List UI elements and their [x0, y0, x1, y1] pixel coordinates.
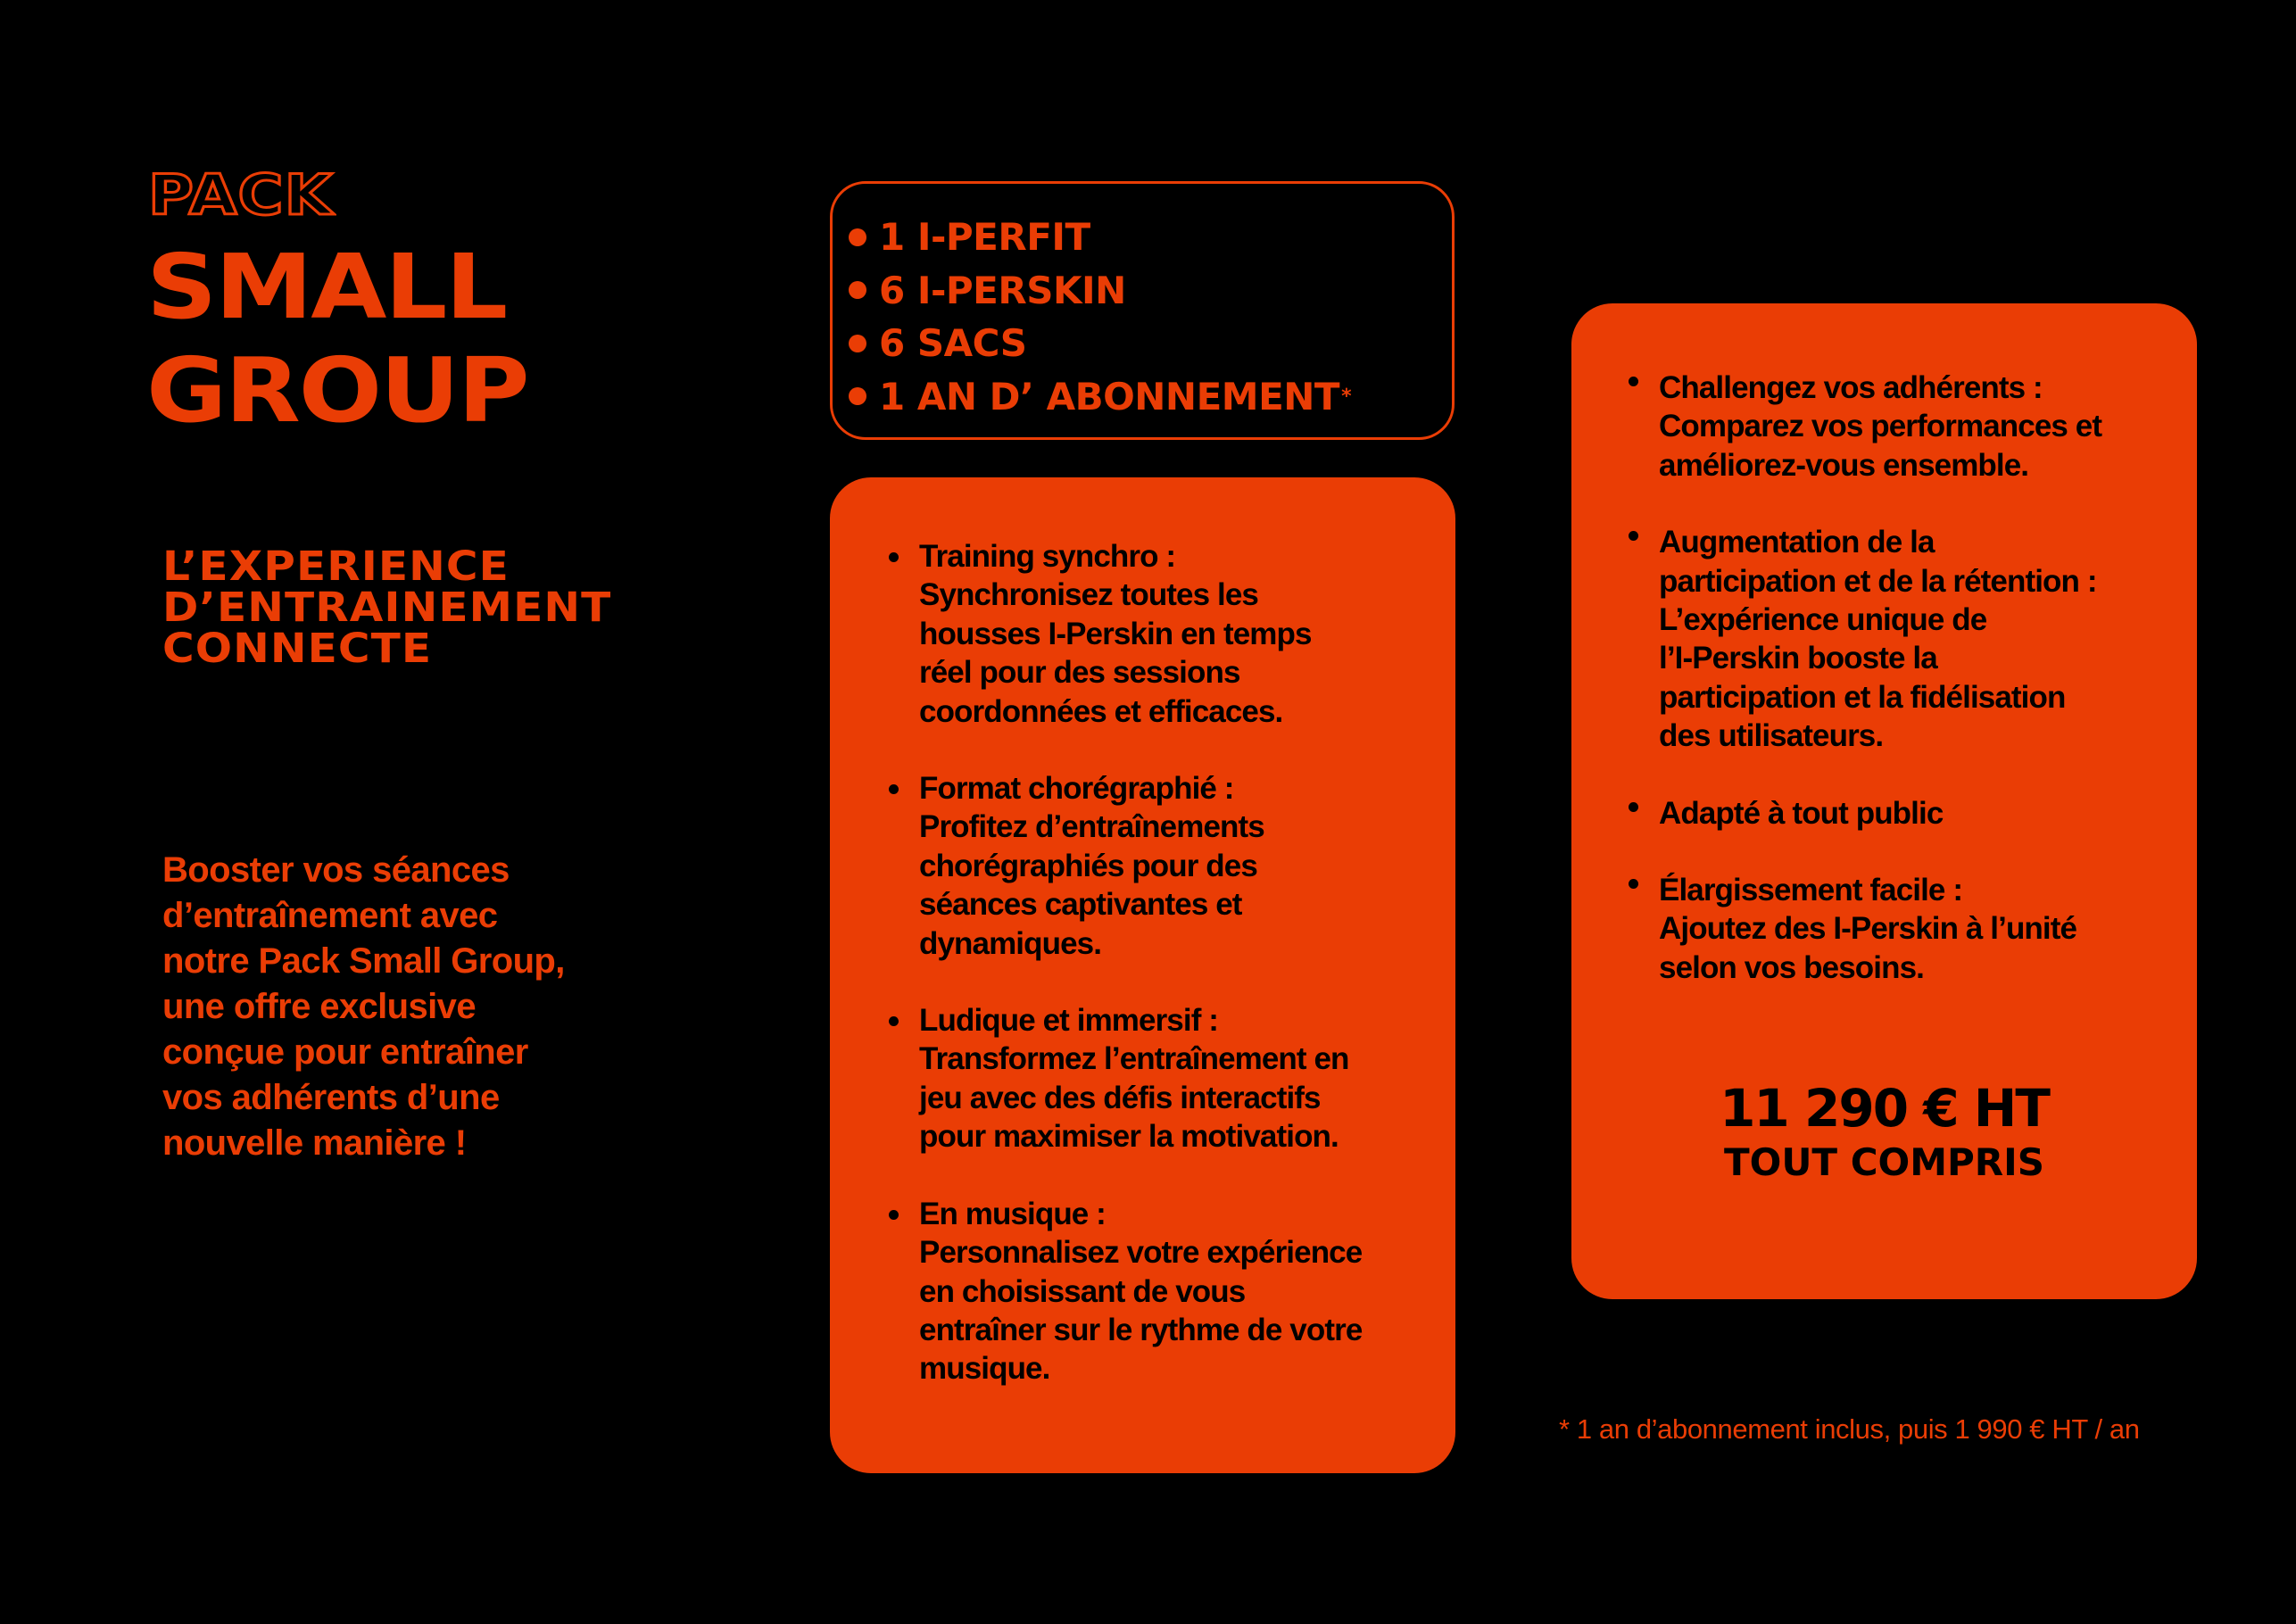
feature-text: musique.: [919, 1351, 1050, 1387]
feature-text: pour maximiser la motivation.: [919, 1119, 1339, 1155]
pack-contents-item: [849, 370, 1351, 424]
footnote-marker: *: [1341, 385, 1352, 408]
feature-text: chorégraphiés pour des: [919, 848, 1257, 883]
feature-text: participation et la fidélisation: [1659, 679, 2066, 715]
feature-text: dynamiques.: [919, 925, 1102, 961]
intro-line: conçue pour entraîner: [162, 1032, 528, 1072]
features-card-left: [830, 477, 1455, 1473]
feature-title: Ludique et immersif :: [919, 1003, 1219, 1039]
feature-title: Training synchro :: [919, 539, 1176, 574]
feature-title: Format chorégraphié :: [919, 771, 1234, 807]
feature-title: Augmentation de la: [1659, 525, 1935, 560]
feature-title: En musique :: [919, 1196, 1106, 1231]
bullet-icon: [889, 1210, 899, 1220]
bullet-icon: [849, 335, 866, 352]
pack-contents-label: 1 I-PERFIT: [879, 215, 1090, 260]
pack-contents-item: [849, 317, 1351, 370]
feature-item: [889, 537, 1442, 731]
title-line-group: GROUP: [146, 338, 528, 443]
feature-item: [1629, 523, 2182, 755]
subtitle-line: D’ENTRAINEMENT: [162, 584, 612, 631]
subtitle: [162, 543, 612, 672]
pack-contents-item: [849, 264, 1351, 318]
intro-line: nouvelle manière !: [162, 1123, 467, 1163]
feature-text: Comparez vos performances et: [1659, 409, 2102, 444]
bullet-icon: [849, 281, 866, 299]
feature-text: réel pour des sessions: [919, 655, 1240, 691]
feature-text: Profitez d’entraînements: [919, 809, 1264, 845]
feature-item: [889, 1001, 1442, 1156]
pack-contents-label: 6 SACS: [879, 321, 1027, 366]
pack-contents-box: [830, 181, 1455, 440]
feature-text: jeu avec des défis interactifs: [919, 1080, 1321, 1115]
footnote: * 1 an d’abonnement inclus, puis 1 990 € HT / an: [1559, 1413, 2140, 1445]
subtitle-line: L’EXPERIENCE: [162, 543, 510, 590]
feature-text: améliorez-vous ensemble.: [1659, 447, 2029, 483]
bullet-icon: [849, 228, 866, 246]
feature-text: Transformez l’entraînement en: [919, 1041, 1349, 1077]
bullet-icon: [889, 1016, 899, 1026]
intro-line: notre Pack Small Group,: [162, 941, 565, 981]
bullet-icon: [849, 387, 866, 405]
feature-list: [889, 537, 1442, 1427]
intro-line: Booster vos séances: [162, 850, 510, 890]
feature-text: housses I-Perskin en temps: [919, 616, 1312, 651]
bullet-icon: [889, 552, 899, 562]
pack-label: PACK: [148, 162, 334, 228]
intro-paragraph: [162, 848, 662, 1166]
feature-text: Personnalisez votre expérience: [919, 1235, 1363, 1271]
subtitle-line: CONNECTE: [162, 625, 433, 672]
pack-contents-item: [849, 211, 1351, 264]
pack-contents-label: 6 I-PERSKIN: [879, 268, 1126, 312]
price-amount: 11 290 € HT: [1720, 1078, 2049, 1139]
feature-text: l’I-Perskin booste la: [1659, 641, 1937, 676]
feature-text: entraîner sur le rythme de votre: [919, 1312, 1363, 1347]
bullet-icon: [889, 784, 899, 794]
feature-title: Élargissement facile :: [1659, 873, 1963, 908]
bullet-icon: [1629, 802, 1638, 812]
bullet-icon: [1629, 879, 1638, 889]
bullet-icon: [1629, 531, 1638, 541]
feature-title: participation et de la rétention :: [1659, 563, 2097, 599]
feature-item: [1629, 871, 2182, 987]
features-price-card: [1571, 303, 2197, 1299]
price-note: TOUT COMPRIS: [1723, 1140, 2045, 1184]
feature-text: Synchronisez toutes les: [919, 577, 1258, 613]
intro-line: d’entraînement avec: [162, 896, 498, 935]
bullet-icon: [1629, 377, 1638, 386]
pack-contents-list: [849, 211, 1351, 423]
title-line-small: SMALL: [146, 235, 507, 339]
feature-list: [1629, 369, 2182, 1025]
intro-line: une offre exclusive: [162, 987, 476, 1026]
feature-item: [889, 1195, 1442, 1388]
feature-title: Adapté à tout public: [1659, 795, 1944, 831]
feature-text: Ajoutez des I-Perskin à l’unité: [1659, 911, 2077, 947]
feature-text: séances captivantes et: [919, 887, 1242, 923]
feature-text: des utilisateurs.: [1659, 718, 1884, 754]
pack-contents-label: 1 AN D’ ABONNEMENT: [879, 374, 1340, 418]
intro-line: vos adhérents d’une: [162, 1078, 500, 1117]
feature-text: coordonnées et efficaces.: [919, 693, 1283, 729]
feature-title: Challengez vos adhérents :: [1659, 370, 2043, 405]
feature-text: L’expérience unique de: [1659, 602, 1987, 638]
feature-item: [889, 769, 1442, 963]
feature-text: selon vos besoins.: [1659, 949, 1924, 985]
feature-item: [1629, 794, 2182, 833]
feature-item: [1629, 369, 2182, 485]
feature-text: en choisissant de vous: [919, 1273, 1246, 1309]
